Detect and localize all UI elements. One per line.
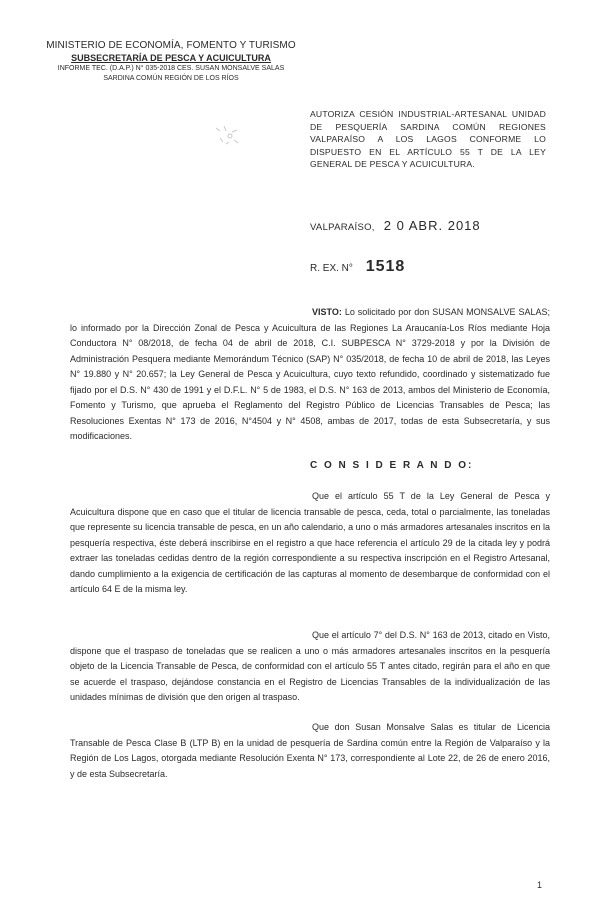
rex-label: R. EX. N° <box>310 263 353 274</box>
reference-line-1: INFORME TEC. (D.A.P.) N° 035-2018 CES. SUSAN MONSALVE SALAS <box>57 65 285 72</box>
visto-label: VISTO: <box>312 307 342 317</box>
reference-line-2: SARDINA COMÚN REGIÓN DE LOS RÍOS <box>103 75 239 82</box>
considerando-paragraph-2: Que el artículo 7° del D.S. N° 163 de 2013, citado en Visto, dispone que el traspaso de toneladas que se realicen a uno o más armadores artesanales inscritos en la pesquería objeto de la Licencia Transable de Pesca, de conformidad con el artículo 55 T antes citado, regirán para el año en que se acuerde el traspaso, dejándose constancia en el Registro de Licencias Transables de la individualización de las unidades mínimas de división que den origen al traspaso. <box>70 630 550 702</box>
city: VALPARAÍSO, <box>310 222 375 233</box>
rex-number: 1518 <box>365 258 406 275</box>
faded-stamp-mark <box>212 122 248 150</box>
resolution-number-line <box>310 258 405 276</box>
ministry-name: MINISTERIO DE ECONOMÍA, FOMENTO Y TURISMO <box>46 40 296 51</box>
page-number: 1 <box>537 880 543 890</box>
subsecretaria-name: SUBSECRETARÍA DE PESCA Y ACUICULTURA <box>71 53 271 63</box>
letterhead <box>40 40 302 84</box>
considerando-paragraph-3: Que don Susan Monsalve Salas es titular de Licencia Transable de Pesca Clase B (LTP B) en la unidad de pesquería de Sardina común entre la Región de Valparaíso y la Región de Los Lagos, otorgada mediante Resolución Exenta N° 173, correspondiente al Lote 22, de 26 de enero 2016, y de esta Subsecretaría. <box>70 722 550 779</box>
considerando-paragraph-1: Que el artículo 55 T de la Ley General de Pesca y Acuicultura dispone que en caso que el titular de licencia transable de pesca, ceda, total o parcialmente, las toneladas que represente su licencia transable de pesca, en un año calendario, a uno o más armadores artesanales inscritos en la pesquería respectiva, éste deberá inscribirse en el registro a que hace referencia el artículo 29 de la citada ley y podrá extraer las toneladas cedidas dentro de la región correspondiente a su respectiva inscripción en el Registro Artesanal, dando cumplimiento a la exigencia de certificación de las capturas al momento de desembarque de conformidad con el artículo 64 E de la misma ley. <box>70 491 550 594</box>
visto-paragraph <box>70 305 550 445</box>
considerando-heading: C O N S I D E R A N D O: <box>310 460 474 471</box>
visto-text: Lo solicitado por don SUSAN MONSALVE SALAS; lo informado por la Dirección Zonal de Pesca y Acuicultura de las Regiones La Araucanía-Los Ríos mediante Hoja Conductora N° 08/2018, de fecha 04 de abril de 2018, C.I. SUBPESCA N° 3729-2018 y por la División de Administración Pesquera mediante Memorándum Técnico (SAP) N° 035/2018, de fecha 10 de abril de 2018, las Leyes N° 19.880 y N° 20.657; la Ley General de Pesca y Acuicultura, cuyo texto refundido, coordinado y sistematizado fue fijado por el D.S. N° 430 de 1991 y el D.F.L. N° 5 de 1983, el D.S. N° 163 de 2013, ambos del Ministerio de Economía, Fomento y Turismo, que aprueba el Reglamento del Registro Público de Licencias Transables de Pesca; las Resoluciones Exentas N° 173 de 2016, N°4504 y N° 4508, ambas de 2017, todas de esta Subsecretaría, y sus modificaciones. <box>70 307 550 441</box>
resolution-title: AUTORIZA CESIÓN INDUSTRIAL-ARTESANAL UNIDAD DE PESQUERÍA SARDINA COMÚN REGIONES VALPARAÍSO A LOS LAGOS CONFORME LO DISPUESTO EN EL ARTÍCULO 55 T DE LA LEY GENERAL DE PESCA Y ACUICULTURA. <box>310 109 546 170</box>
place-date <box>310 218 481 233</box>
date-stamp: 2 0 ABR. 2018 <box>383 218 481 233</box>
